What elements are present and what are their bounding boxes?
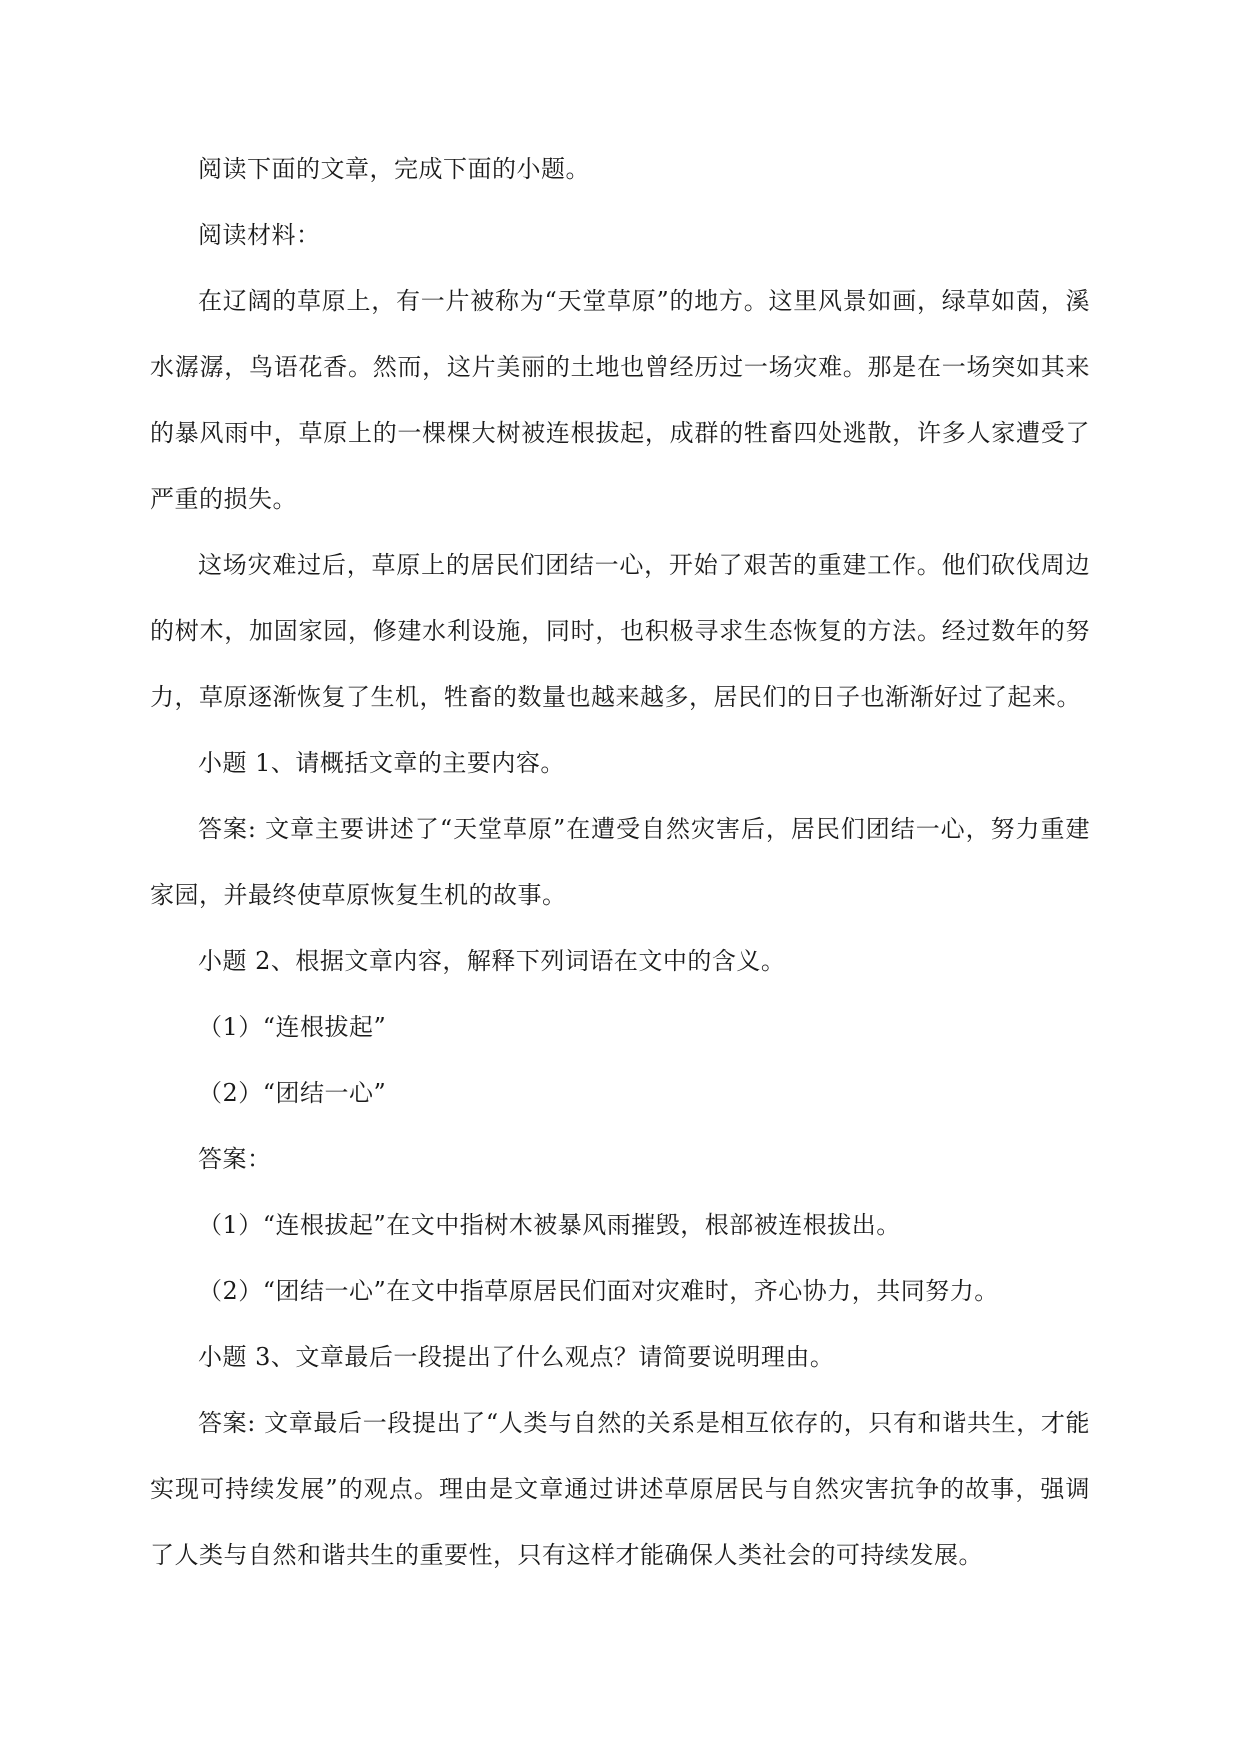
material-label: 阅读材料： [198,221,321,249]
question-2: 小题 2、根据文章内容，解释下列词语在文中的含义。 [198,947,786,975]
document-body [150,136,1090,1588]
answer-2-item-2: （2）“团结一心”在文中指草原居民们面对灾难时，齐心协力，共同努力。 [198,1277,999,1305]
answer-2-label: 答案： [198,1145,272,1173]
question-2-item-1: （1）“连根拔起” [198,1013,387,1041]
passage-paragraph-2: 这场灾难过后，草原上的居民们团结一心，开始了艰苦的重建工作。他们砍伐周边的树木，加固家园，修建水利设施，同时，也积极寻求生态恢复的方法。经过数年的努力，草原逐渐恢复了生机，牲畜的数量也越来越多，居民们的日子也渐渐好过了起来。 [150,551,1090,711]
answer-2-item-1: （1）“连根拔起”在文中指树木被暴风雨摧毁，根部被连根拔出。 [198,1211,901,1239]
intro-text: 阅读下面的文章，完成下面的小题。 [198,155,590,183]
question-1: 小题 1、请概括文章的主要内容。 [198,749,565,777]
passage-paragraph-1: 在辽阔的草原上，有一片被称为“天堂草原”的地方。这里风景如画，绿草如茵，溪水潺潺，鸟语花香。然而，这片美丽的土地也曾经历过一场灾难。那是在一场突如其来的暴风雨中，草原上的一棵棵大树被连根拔起，成群的牲畜四处逃散，许多人家遭受了严重的损失。 [150,287,1090,513]
answer-3: 答案: 文章最后一段提出了“人类与自然的关系是相互依存的，只有和谐共生，才能实现可持续发展”的观点。理由是文章通过讲述草原居民与自然灾害抗争的故事，强调了人类与自然和谐共生的重要性，只有这样才能确保人类社会的可持续发展。 [150,1409,1090,1569]
question-3: 小题 3、文章最后一段提出了什么观点？请简要说明理由。 [198,1343,835,1371]
question-2-item-2: （2）“团结一心” [198,1079,387,1107]
answer-1: 答案: 文章主要讲述了“天堂草原”在遭受自然灾害后，居民们团结一心，努力重建家园，并最终使草原恢复生机的故事。 [150,815,1090,909]
